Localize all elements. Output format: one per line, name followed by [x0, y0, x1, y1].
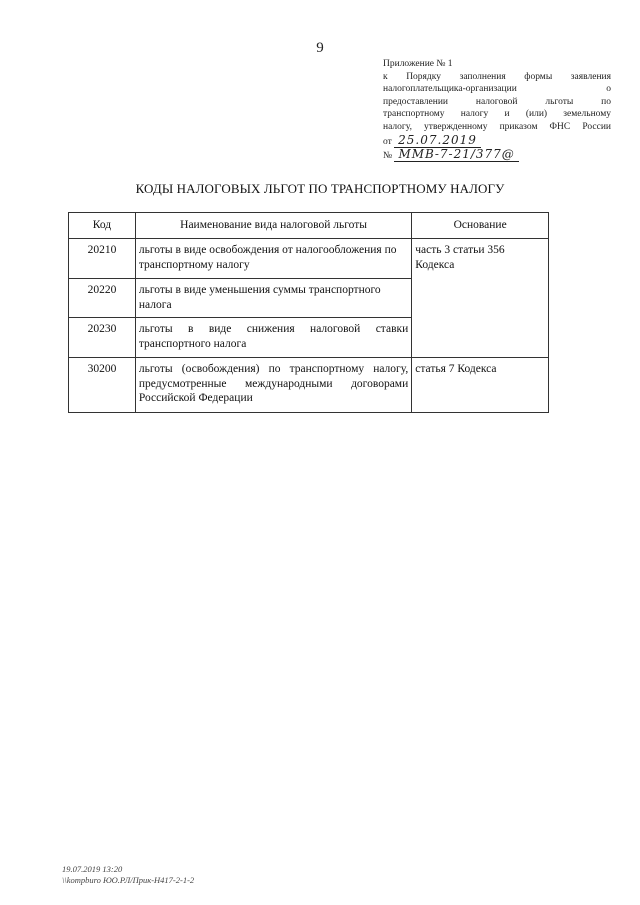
cell-name: льготы в виде снижения налоговой ставки транспортного налога: [135, 318, 411, 358]
cell-code: 20230: [69, 318, 136, 358]
header-basis: Основание: [412, 213, 549, 239]
cell-code: 20210: [69, 239, 136, 279]
document-title: КОДЫ НАЛОГОВЫХ ЛЬГОТ ПО ТРАНСПОРТНОМУ НАЛОГУ: [135, 181, 505, 196]
cell-name: льготы в виде освобождения от налогообложения по транспортному налогу: [135, 239, 411, 279]
benefits-table: [68, 212, 549, 413]
cell-name: льготы в виде уменьшения суммы транспортного налога: [135, 279, 411, 318]
number-prefix: №: [383, 151, 393, 162]
appendix-date-line: [383, 134, 611, 149]
appendix-title: Приложение № 1: [383, 59, 453, 69]
date-prefix: от: [383, 136, 392, 147]
appendix-line: к Порядку заполнения формы заявления: [383, 71, 611, 82]
page-number: 9: [316, 40, 324, 56]
header-code: Код: [69, 213, 136, 239]
cell-name: льготы (освобождения) по транспортному налогу, предусмотренные международными договорами Российской Федерации: [135, 358, 411, 413]
cell-code: 30200: [69, 358, 136, 413]
footer: [62, 864, 194, 886]
header-name: Наименование вида налоговой льготы: [135, 213, 411, 239]
appendix-number-line: [383, 148, 611, 163]
footer-timestamp: 19.07.2019 13:20: [62, 864, 123, 874]
cell-basis: статья 7 Кодекса: [412, 358, 549, 413]
appendix-line: налогу, утвержденному приказом ФНС России: [383, 121, 611, 132]
table-header-row: [69, 213, 549, 239]
handwritten-order-number: ММВ-7-21/377@: [394, 147, 518, 162]
appendix-line: налогоплательщика-организации о: [383, 84, 611, 95]
table-row: [69, 358, 549, 413]
table-row: [69, 239, 549, 279]
appendix-line: транспортному налогу и (или) земельному: [383, 109, 611, 120]
cell-basis: часть 3 статьи 356 Кодекса: [412, 239, 549, 358]
footer-path: \\kompburo ЮО.РЛ/Прик-Н417-2-1-2: [62, 875, 195, 885]
handwritten-date: 25.07.2019: [394, 133, 481, 148]
appendix-line: предоставлении налоговой льготы по: [383, 96, 611, 107]
appendix-block: [383, 58, 611, 163]
cell-code: 20220: [69, 279, 136, 318]
